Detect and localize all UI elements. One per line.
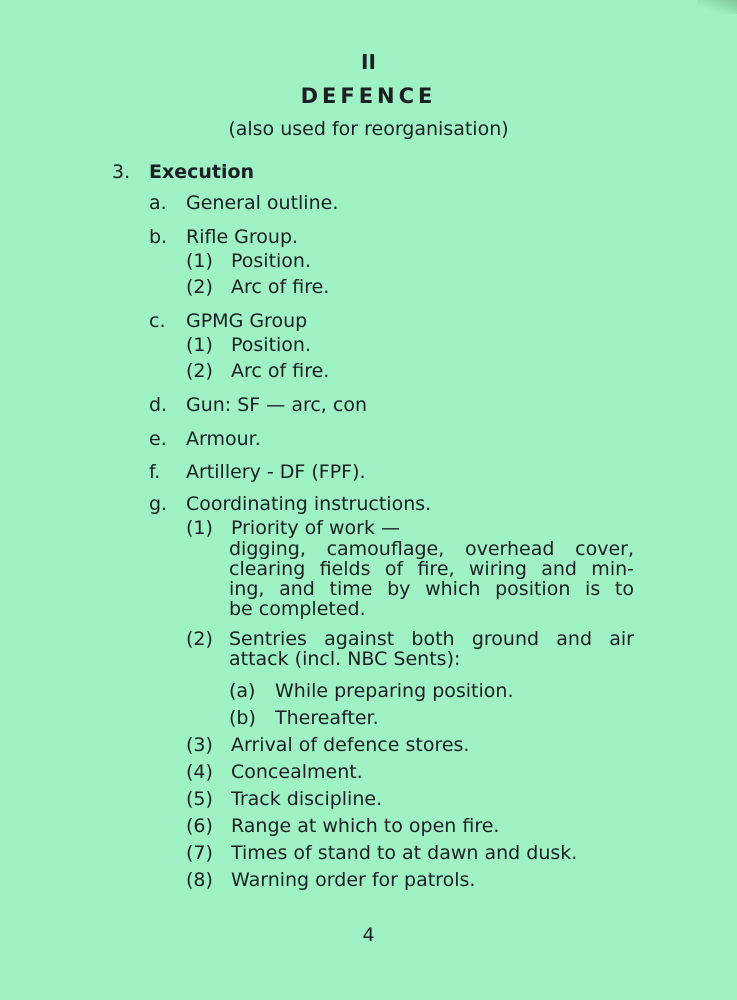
item-g-sub4-label: (4) <box>186 761 213 783</box>
item-f-label: f. <box>149 461 161 483</box>
item-b-text: Rifle Group. <box>186 226 299 248</box>
item-a-text: General outline. <box>186 192 339 214</box>
item-b-label: b. <box>149 226 168 248</box>
page-corner-shadow <box>697 0 737 14</box>
item-e-text: Armour. <box>186 428 261 450</box>
detail-line: ing, and time by which position is to <box>229 578 634 600</box>
item-c-text: GPMG Group <box>186 310 308 332</box>
page-title: DEFENCE <box>300 84 437 108</box>
item-g-sub5-label: (5) <box>186 788 213 810</box>
sentries-line: Sentries against both ground and air <box>229 628 634 650</box>
item-c-sub2-label: (2) <box>186 360 213 382</box>
detail-line: be completed. <box>229 598 366 620</box>
item-g-sub1-text: Priority of work — <box>231 517 401 539</box>
page-subtitle: (also used for reorganisation) <box>228 118 509 140</box>
item-g-sub3-text: Arrival of defence stores. <box>231 734 470 756</box>
execution-number: 3. <box>112 161 131 183</box>
item-c-sub1-label: (1) <box>186 334 213 356</box>
item-d-text: Gun: SF — arc, con <box>186 394 367 416</box>
execution-heading: Execution <box>149 161 255 183</box>
detail-line: clearing fields of fire, wiring and min- <box>229 558 634 580</box>
item-c-label: c. <box>149 310 166 332</box>
section-number: II <box>361 50 376 74</box>
item-b-sub2-label: (2) <box>186 276 213 298</box>
page-number: 4 <box>362 924 375 946</box>
item-b-sub1-text: Position. <box>231 250 312 272</box>
item-g-sub8-label: (8) <box>186 869 213 891</box>
item-g-sub2-label: (2) <box>186 628 213 650</box>
item-g-text: Coordinating instructions. <box>186 493 432 515</box>
item-d-label: d. <box>149 394 168 416</box>
item-g-sub7-label: (7) <box>186 842 213 864</box>
item-g-sub5-text: Track discipline. <box>231 788 383 810</box>
item-e-label: e. <box>149 428 167 450</box>
item-g-sub2-a-text: While preparing position. <box>275 680 514 702</box>
item-g-sub2-b-text: Thereafter. <box>275 707 379 729</box>
detail-line: digging, camouflage, overhead cover, <box>229 538 634 560</box>
item-g-sub2-b-label: (b) <box>229 707 256 729</box>
item-f-text: Artillery - DF (FPF). <box>186 461 366 483</box>
item-g-sub4-text: Concealment. <box>231 761 363 783</box>
item-g-sub7-text: Times of stand to at dawn and dusk. <box>231 842 578 864</box>
item-g-sub1-label: (1) <box>186 517 213 539</box>
item-g-sub1-detail <box>229 539 634 619</box>
sentries-line: attack (incl. NBC Sents): <box>229 648 461 670</box>
item-b-sub1-label: (1) <box>186 250 213 272</box>
item-c-sub1-text: Position. <box>231 334 312 356</box>
item-a-label: a. <box>149 192 167 214</box>
item-g-sub6-label: (6) <box>186 815 213 837</box>
item-g-sub2-text <box>229 629 634 669</box>
item-c-sub2-text: Arc of fire. <box>231 360 330 382</box>
item-g-sub6-text: Range at which to open fire. <box>231 815 500 837</box>
item-g-sub2-a-label: (a) <box>229 680 256 702</box>
item-b-sub2-text: Arc of fire. <box>231 276 330 298</box>
item-g-label: g. <box>149 493 168 515</box>
item-g-sub8-text: Warning order for patrols. <box>231 869 476 891</box>
item-g-sub3-label: (3) <box>186 734 213 756</box>
